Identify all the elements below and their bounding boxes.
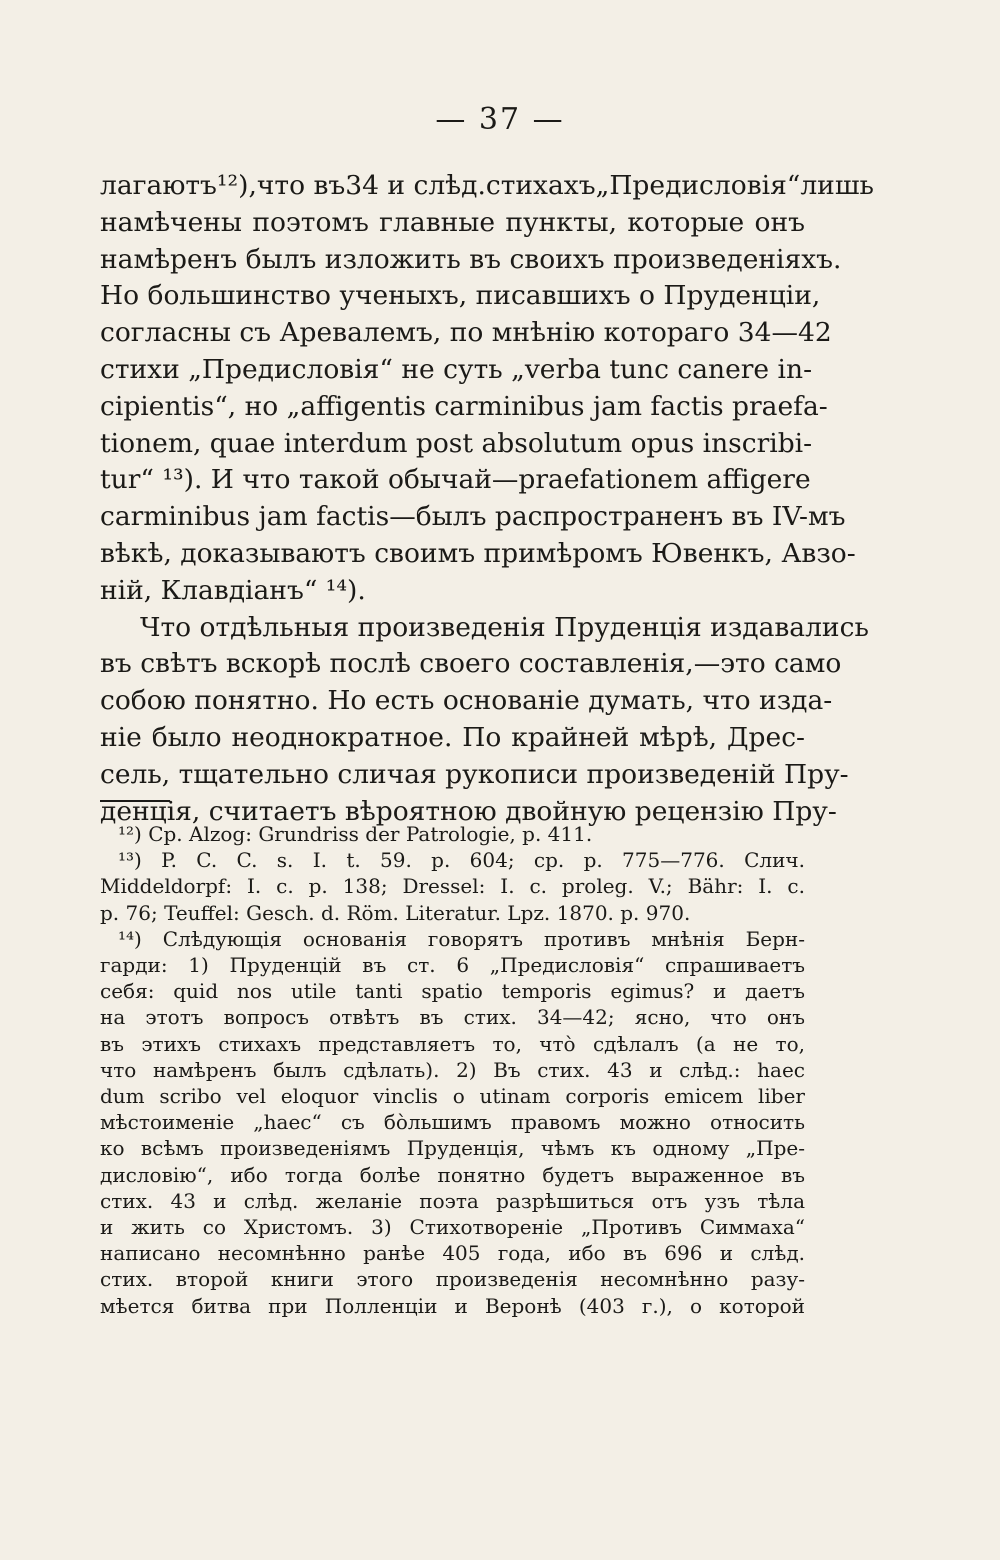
footnote-line: дисловію“, ибо тогда болѣе понятно будетъ выраженное въ xyxy=(100,1162,805,1187)
main-text-line: tionem, quae interdum post absolutum opus inscribi- xyxy=(100,427,813,459)
main-text-line: Что отдѣльныя произведенія Пруденція издавались xyxy=(140,611,869,643)
footnote-line: ко всѣмъ произведеніямъ Пруденція, чѣмъ къ одному „Пре- xyxy=(100,1136,805,1161)
main-text-line: намѣчены поэтомъ главные пункты, которые онъ xyxy=(100,206,805,238)
footnote-line: p. 76; Teuffel: Gesch. d. Röm. Literatur. Lpz. 1870. p. 970. xyxy=(100,900,691,925)
main-text-line: лагаютъ¹²),что въ34 и слѣд.стихахъ„Предисловія“лишь xyxy=(100,170,874,201)
footnote-line: въ этихъ стихахъ представляетъ то, что̀ сдѣлалъ (а не то, xyxy=(100,1031,805,1056)
footnote-line: гарди: 1) Пруденцій въ ст. 6 „Предисловія“ спрашиваетъ xyxy=(100,953,805,978)
main-text-line: tur“ ¹³). И что такой обычай—praefationem affigere xyxy=(100,464,811,496)
main-text-line: согласны съ Аревалемъ, по мнѣнію котораго 34—42 xyxy=(100,317,832,349)
main-text-line: сель, тщательно сличая рукописи произведеній Пру- xyxy=(100,758,849,790)
main-text-line: cipientis“, но „affigentis carminibus jam factis praefa- xyxy=(100,390,828,422)
main-text-line: carminibus jam factis—былъ распространенъ въ IV-мъ xyxy=(100,501,846,533)
footnote-line: мѣстоименіе „haec“ съ бо̀льшимъ правомъ можно относить xyxy=(100,1110,805,1135)
footnotes xyxy=(100,821,805,1319)
footnote-line: ¹²) Cp. Alzog: Grundriss der Patrologie, p. 411. xyxy=(118,822,593,846)
footnote-line: ¹³) P. C. C. s. I. t. 59. p. 604; cp. p. 775—776. Слич. xyxy=(118,848,805,873)
main-text xyxy=(100,168,874,830)
footnote-line: и жить со Христомъ. 3) Стихотвореніе „Противъ Симмаха“ xyxy=(100,1215,805,1240)
footnote-line: dum scribo vel eloquor vinclis o utinam corporis emicem liber xyxy=(100,1084,805,1109)
page-number: — 37 — xyxy=(435,102,565,137)
footnote-line: стих. 43 и слѣд. желаніе поэта разрѣшиться отъ узъ тѣла xyxy=(100,1188,805,1213)
footnote-line: Middeldorpf: I. c. p. 138; Dressel: I. c. proleg. V.; Bähr: I. c. xyxy=(100,874,805,899)
main-text-line: намѣренъ былъ изложить въ своихъ произведеніяхъ. xyxy=(100,243,842,275)
main-text-line: стихи „Предисловія“ не суть „verba tunc canere in- xyxy=(100,353,813,385)
footnote-line: стих. второй книги этого произведенія несомнѣнно разу- xyxy=(100,1267,805,1292)
footnote-line: что намѣренъ былъ сдѣлать). 2) Въ стих. 43 и слѣд.: haec xyxy=(100,1057,805,1082)
footnote-line: себя: quid nos utile tanti spatio temporis egimus? и даетъ xyxy=(100,979,805,1004)
footnote-line: написано несомнѣнно ранѣе 405 года, ибо въ 696 и слѣд. xyxy=(100,1241,805,1266)
footnote-line: на этотъ вопросъ отвѣтъ въ стих. 34—42; ясно, что онъ xyxy=(100,1005,805,1030)
footnote-line: ¹⁴) Слѣдующія основанія говорятъ противъ мнѣнія Берн- xyxy=(118,926,805,951)
main-text-line: вѣкѣ, доказываютъ своимъ примѣромъ Ювенкъ, Авзо- xyxy=(100,537,856,569)
main-text-line: ній, Клавдіанъ“ ¹⁴). xyxy=(100,574,366,606)
footnote-separator xyxy=(100,800,170,802)
footnote-line: мѣется битва при Полленціи и Веронѣ (403 г.), о которой xyxy=(100,1293,805,1318)
main-text-line: собою понятно. Но есть основаніе думать, что изда- xyxy=(100,685,833,717)
main-text-line: въ свѣтъ вскорѣ послѣ своего составленія,—это само xyxy=(100,648,842,680)
main-text-line: ніе было неоднократное. По крайней мѣрѣ, Дрес- xyxy=(100,721,805,753)
main-text-line: Но большинство ученыхъ, писавшихъ о Пруденціи, xyxy=(100,280,821,312)
main-text-line: денція, считаетъ вѣроятною двойную рецензію Пру- xyxy=(100,795,837,827)
